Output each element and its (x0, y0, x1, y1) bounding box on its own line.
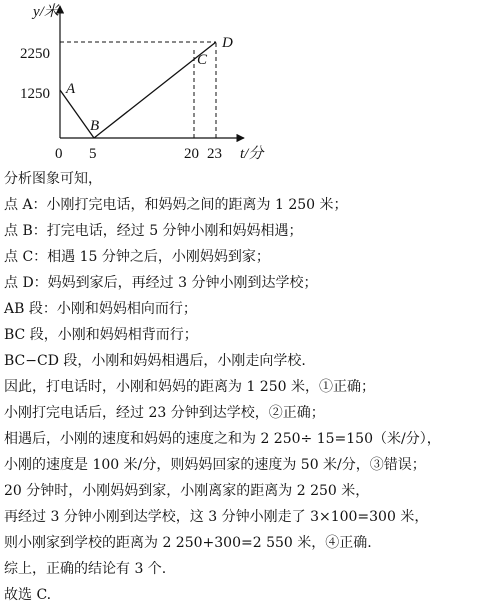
solution-line: 综上，正确的结论有 3 个. (4, 561, 167, 577)
y-tick-label-2250: 2250 (20, 46, 50, 62)
solution-line: 分析图象可知， (4, 171, 102, 187)
x-tick-label-5: 5 (89, 146, 97, 162)
solution-line: 20 分钟时，小刚妈妈到家，小刚离家的距离为 2 250 米， (4, 483, 370, 499)
x-tick-label-20: 20 (184, 146, 199, 162)
solution-line: BC−CD 段，小刚和妈妈相遇后，小刚走向学校. (4, 353, 306, 369)
solution-line: 小刚打完电话后，经过 23 分钟到达学校，②正确； (4, 405, 325, 421)
solution-line: 点 C：相遇 15 分钟之后，小刚妈妈到家； (4, 249, 270, 265)
segment-ab (60, 90, 94, 138)
distance-time-graph (0, 0, 300, 168)
solution-line: BC 段，小刚和妈妈相背而行； (4, 327, 198, 343)
x-axis-label: t/分 (240, 146, 264, 162)
point-label-c: C (197, 52, 208, 68)
solution-line: 则小刚家到学校的距离为 2 250+300=2 550 米，④正确. (4, 535, 372, 551)
solution-line: 因此，打电话时，小刚和妈妈的距离为 1 250 米，①正确； (4, 379, 375, 395)
solution-line: 点 B：打完电话，经过 5 分钟小刚和妈妈相遇； (4, 223, 303, 239)
y-axis-label: y/米 (33, 4, 59, 20)
solution-line: 相遇后，小刚的速度和妈妈的速度之和为 2 250÷ 15=150（米/分）， (4, 431, 441, 447)
x-tick-label-23: 23 (207, 146, 222, 162)
point-label-a: A (66, 81, 76, 97)
solution-text (4, 166, 486, 608)
solution-line: 再经过 3 分钟小刚到达学校，这 3 分钟小刚走了 3×100=300 米， (4, 509, 429, 525)
x-tick-label-0: 0 (55, 146, 63, 162)
y-tick-label-1250: 1250 (20, 86, 50, 102)
solution-line: 点 D：妈妈到家后，再经过 3 分钟小刚到达学校； (4, 275, 318, 291)
solution-line: 故选 C. (4, 587, 52, 603)
solution-line: AB 段：小刚和妈妈相向而行； (4, 301, 197, 317)
solution-line: 小刚的速度是 100 米/分，则妈妈回家的速度为 50 米/分，③错误； (4, 457, 426, 473)
solution-line: 点 A：小刚打完电话，和妈妈之间的距离为 1 250 米； (4, 197, 348, 213)
point-label-d: D (222, 35, 233, 51)
point-label-b: B (90, 118, 100, 134)
